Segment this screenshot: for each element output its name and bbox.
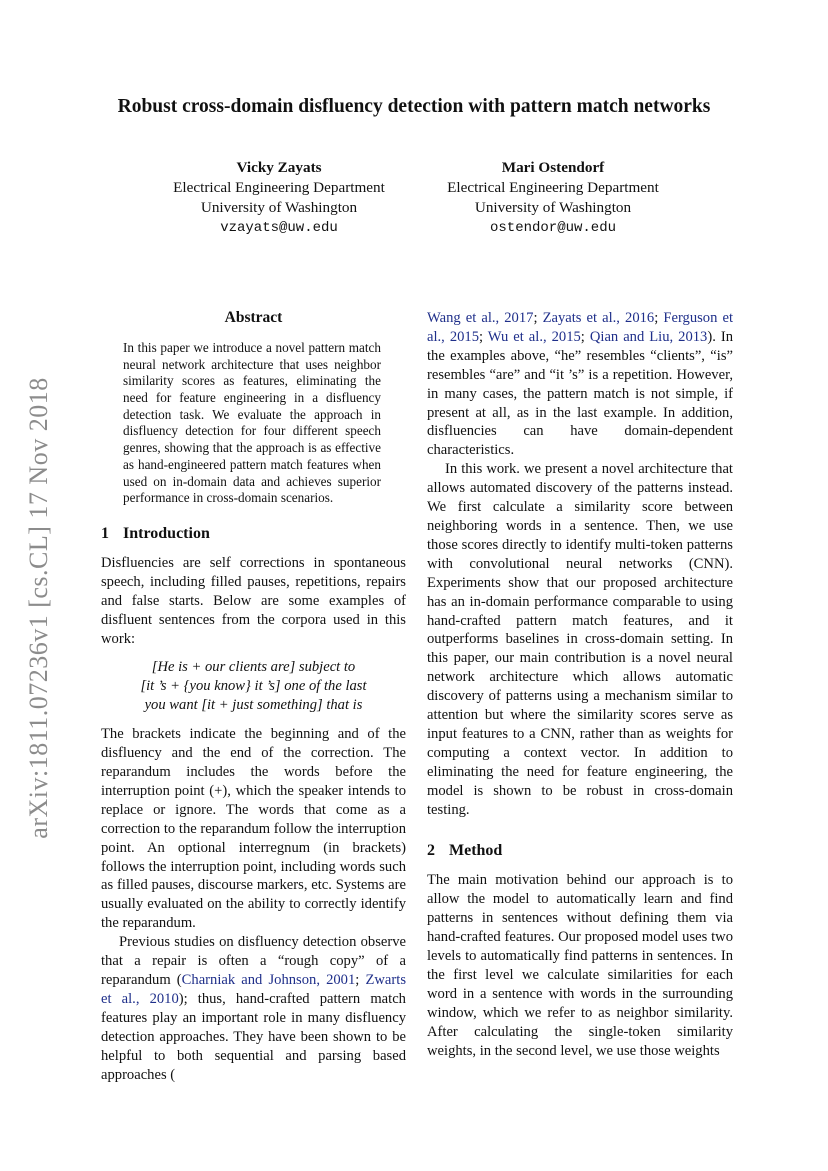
author-email: ostendor@uw.edu xyxy=(489,220,617,236)
paragraph-text: ). In the examples above, “he” resembles “clients”, “is” resembles “are” and “it ’s” is a repetition. However, in many cases, the pattern match is not simple, if present at all, as in the last example. In addition, disfluencies can have domain-dependent characteristics. xyxy=(427,328,733,459)
arxiv-stamp xyxy=(14,368,64,848)
citation-separator: ; xyxy=(580,328,590,345)
intro-paragraph-3 xyxy=(101,933,406,1084)
intro-paragraph-4: In this work. we present a novel architecture that allows automated discovery of the patterns instead. We first calculate a similarity score between neighboring words in a sentence. Then, we use those scores directly to identify multi-token patterns with convolutional neural networks (CNN). Experiments show that our proposed architecture has an in-domain performance comparable to using hand-crafted pattern match features, and it outperforms baselines in cross-domain setting. In this paper, our main contribution is a novel neural network architecture which allows automatic discovery of patterns using a mechanism similar to attention but where the similarity scores serve as input features to a CNN, rather than as weights for computing a context vector. In addition to eliminating the need for feature engineering, the model is shown to be robust in cross-domain testing. xyxy=(427,461,733,818)
citation-separator: ; xyxy=(355,971,366,988)
citation-link[interactable]: Qian and Liu, 2013 xyxy=(589,328,708,345)
section-heading-method xyxy=(427,841,733,861)
citation-link[interactable]: Zwarts et al., 2010 xyxy=(101,971,406,1007)
example-line: [it ’s + {you know} it ’s] one of the last xyxy=(140,678,367,695)
author-affiliation: University of Washington xyxy=(200,199,358,216)
intro-paragraph-3-continued xyxy=(427,309,733,460)
method-paragraph-1: The main motivation behind our approach is to allow the model to automatically learn and find patterns in sentences without defining them via hand-crafted features. Our proposed model uses two levels to automatically find patterns in sentences. In the first level we calculate similarities for each word in a sentence with words in the surrounding window, which we refer to as neighbor similarity. After calculating the single-token similarity weights, in the second level, we use those weights xyxy=(427,872,733,1059)
citation-separator: ; xyxy=(479,328,488,345)
citation-separator: ; xyxy=(533,310,543,326)
section-number: 1 xyxy=(101,524,109,542)
arxiv-stamp-text: arXiv:1811.07236v1 [cs.CL] 17 Nov 2018 xyxy=(24,377,53,839)
paragraph-text: ); thus, hand-crafted pattern match features play an important role in many disfluency detection approaches. They have been shown to be helpful to both sequential and parsing based approaches ( xyxy=(101,990,406,1083)
left-column xyxy=(101,309,406,1084)
author-block-1 xyxy=(144,158,414,238)
section-title: Introduction xyxy=(123,524,210,542)
intro-paragraph-2: The brackets indicate the beginning and of the disfluency and the end of the correction. The reparandum includes the words before the interruption point (+), which the speaker intends to replace or ignore. The words that come as a correction to the reparandum follow the interruption point. An optional interregnum (in brackets) follows the interruption point, including words such as filled pauses, discourse markers, etc. Systems are usually evaluated on the ability to correctly identify the reparandum. xyxy=(101,726,406,932)
section-title: Method xyxy=(449,842,503,860)
section-heading-introduction xyxy=(101,524,406,544)
citation-link[interactable]: Zayats et al., 2016 xyxy=(542,310,655,326)
citation-link[interactable]: Charniak and Johnson, 2001 xyxy=(181,971,356,988)
author-email: vzayats@uw.edu xyxy=(220,220,338,236)
abstract-heading: Abstract xyxy=(224,309,283,326)
citation-link[interactable]: Ferguson et al., 2015 xyxy=(427,310,733,345)
author-name: Mari Ostendorf xyxy=(501,159,605,176)
paper-title: Robust cross-domain disfluency detection with pattern match networks xyxy=(117,96,711,117)
author-affiliation: University of Washington xyxy=(474,199,632,216)
author-department: Electrical Engineering Department xyxy=(447,179,659,196)
citation-separator: ; xyxy=(654,310,664,326)
author-department: Electrical Engineering Department xyxy=(173,179,385,196)
section-number: 2 xyxy=(427,842,435,860)
right-column xyxy=(427,309,733,1061)
paragraph-text: Previous studies on disfluency detection observe that a repair is often a “rough copy” of a reparandum ( xyxy=(101,934,406,988)
example-line: you want [it + just something] that is xyxy=(144,697,363,714)
author-name: Vicky Zayats xyxy=(236,159,322,176)
citation-link[interactable]: Wang et al., 2017 xyxy=(427,310,534,326)
citation-link[interactable]: Wu et al., 2015 xyxy=(487,328,581,345)
intro-paragraph-1: Disfluencies are self corrections in spontaneous speech, including filled pauses, repetitions, repairs and false starts. Below are some examples of disfluent sentences from the corpora used in this work: xyxy=(101,554,406,647)
author-block-2 xyxy=(418,158,688,238)
example-line: [He is + our clients are] subject to xyxy=(151,659,356,676)
abstract-text: In this paper we introduce a novel pattern match neural network architecture that uses neighbor similarity scores as features, eliminating the need for feature engineering in a disfluency detection task. We evaluate the approach in disfluency detection for four different speech genres, showing that the approach is as effective as hand-engineered pattern match features when used on in-domain data and achieves superior performance in cross-domain scenarios. xyxy=(123,339,381,506)
disfluency-examples xyxy=(101,658,406,715)
